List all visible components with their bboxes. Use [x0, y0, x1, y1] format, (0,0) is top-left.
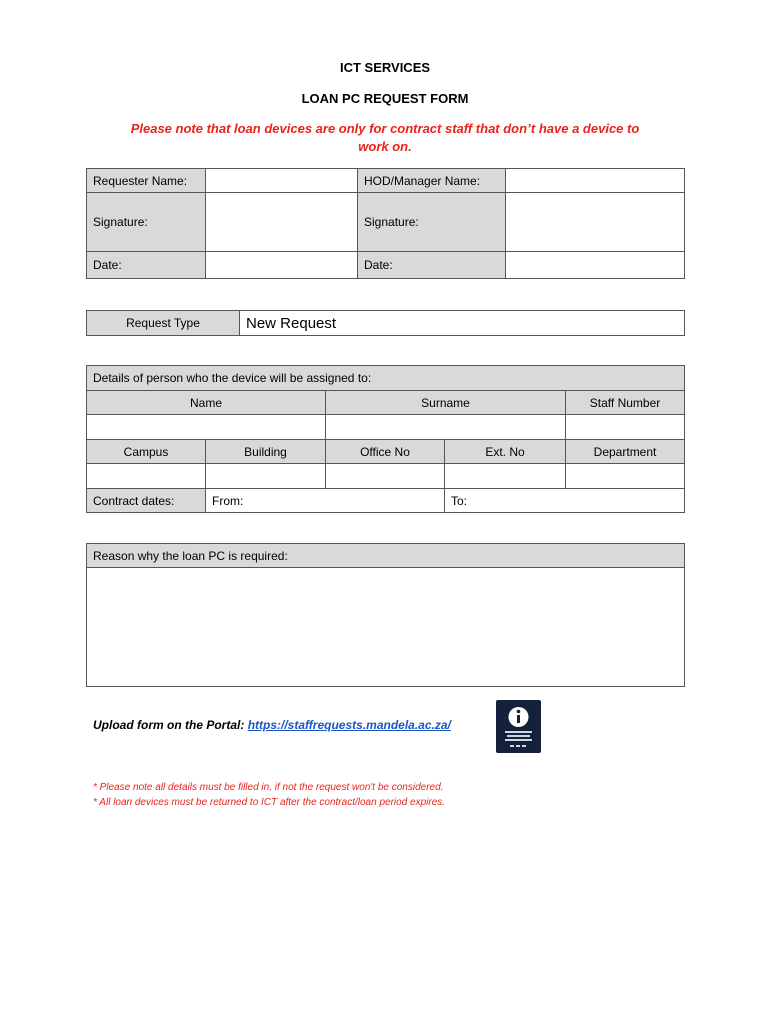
contract-from-field[interactable]: From:: [206, 489, 445, 513]
ext-no-field[interactable]: [445, 464, 566, 489]
assignee-details-table: [86, 365, 685, 513]
staff-number-field[interactable]: [566, 415, 685, 440]
form-title: LOAN PC REQUEST FORM: [301, 91, 469, 106]
portal-qr-code[interactable]: [496, 700, 541, 753]
requester-name-field[interactable]: [206, 169, 358, 193]
office-no-field[interactable]: [326, 464, 445, 489]
hod-name-label: HOD/Manager Name:: [358, 169, 506, 193]
campus-field[interactable]: [87, 464, 206, 489]
header-title: ICT SERVICES: [339, 60, 431, 75]
ext-no-header: Ext. No: [445, 440, 566, 464]
footnotes: [93, 780, 445, 810]
requester-signature-label: Signature:: [87, 193, 206, 252]
office-no-header: Office No: [326, 440, 445, 464]
upload-text: Upload form on the Portal:: [93, 718, 245, 732]
building-field[interactable]: [206, 464, 326, 489]
request-type-value[interactable]: New Request: [240, 311, 685, 336]
department-field[interactable]: [566, 464, 685, 489]
surname-header: Surname: [326, 391, 566, 415]
reason-table: [86, 543, 685, 687]
approval-table: [86, 168, 685, 279]
campus-header: Campus: [87, 440, 206, 464]
request-type-label: Request Type: [87, 311, 240, 336]
surname-field[interactable]: [326, 415, 566, 440]
reason-label: Reason why the loan PC is required:: [87, 544, 685, 568]
portal-link[interactable]: https://staffrequests.mandela.ac.za/: [247, 718, 451, 732]
contract-dates-label: Contract dates:: [87, 489, 206, 513]
footnote-return-devices: * All loan devices must be returned to ICT after the contract/loan period expires.: [93, 797, 446, 808]
note-line-2: work on.: [358, 139, 412, 154]
hod-name-field[interactable]: [506, 169, 685, 193]
staff-number-header: Staff Number: [566, 391, 685, 415]
info-icon: [496, 700, 541, 753]
details-section-label: Details of person who the device will be assigned to:: [87, 366, 685, 391]
department-header: Department: [566, 440, 685, 464]
contract-staff-note: [0, 120, 770, 156]
building-header: Building: [206, 440, 326, 464]
reason-field[interactable]: [87, 568, 685, 687]
requester-signature-field[interactable]: [206, 193, 358, 252]
hod-date-field[interactable]: [506, 252, 685, 279]
name-header: Name: [87, 391, 326, 415]
hod-signature-field[interactable]: [506, 193, 685, 252]
requester-date-label: Date:: [87, 252, 206, 279]
hod-date-label: Date:: [358, 252, 506, 279]
note-line-1: Please note that loan devices are only for contract staff that don’t have a device to: [130, 121, 640, 136]
upload-instruction: [93, 718, 451, 732]
name-field[interactable]: [87, 415, 326, 440]
contract-to-field[interactable]: To:: [445, 489, 685, 513]
request-type-table: [86, 310, 685, 336]
hod-signature-label: Signature:: [358, 193, 506, 252]
requester-date-field[interactable]: [206, 252, 358, 279]
requester-name-label: Requester Name:: [87, 169, 206, 193]
footnote-details-required: * Please note all details must be filled in, if not the request won't be considered.: [93, 782, 444, 793]
